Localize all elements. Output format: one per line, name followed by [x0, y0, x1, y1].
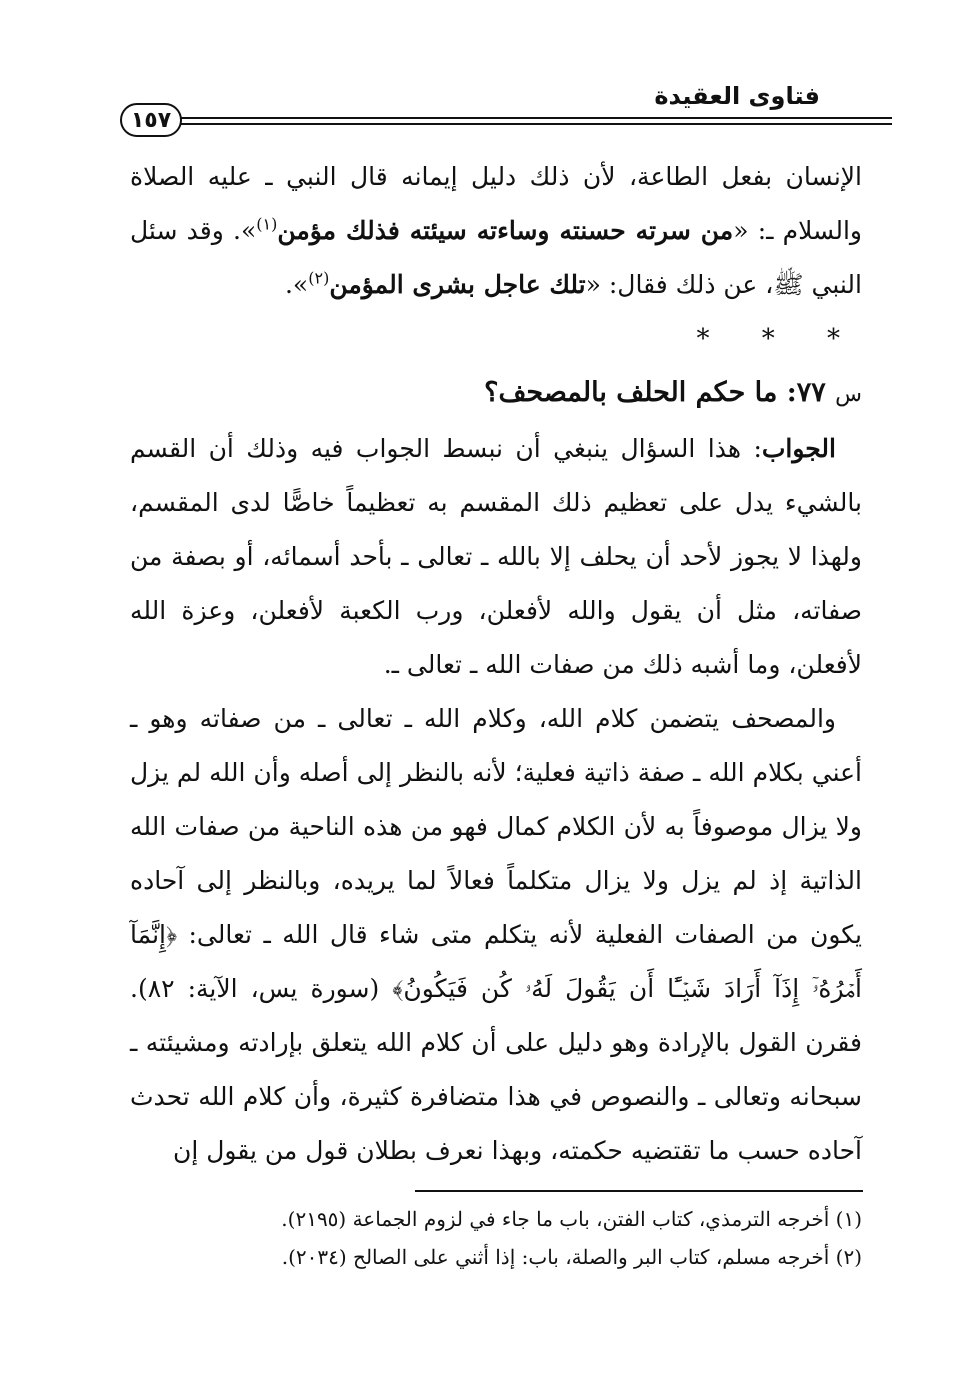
paragraph-intro: الإنسان بفعل الطاعة، لأن ذلك دليل إيمانه قال النبي ـ عليه الصلاة والسلام ـ: «: [130, 162, 862, 245]
footnote-separator: [415, 1190, 863, 1192]
page-number: ١٥٧: [120, 103, 182, 137]
paragraph-hadith: [130, 150, 862, 312]
answer-text: : هذا السؤال ينبغي أن نبسط الجواب فيه وذلك أن القسم بالشيء يدل على تعظيم ذلك المقسم به تعظيماً خاصًّا لدى المقسم، ولهذا لا يجوز لأحد أن يحلف إلا بالله ـ تعالى ـ بأحد أسمائه، أو بصفة من صفاته، مثل أن يقول والله لأفعلن، ورب الكعبة لأفعلن، وعزة الله لأفعلن، وما أشبه ذلك من صفات الله ـ تعالى ـ.: [130, 434, 863, 679]
header-rule-double: [175, 123, 892, 125]
footnote-ref-2: (٢): [308, 268, 330, 288]
hadith-quote-2: تلك عاجل بشرى المؤمن: [329, 270, 586, 299]
footnote-2: (٢) أخرجه مسلم، كتاب البر والصلة، باب: إذا أثني على الصالح (٢٠٣٤).: [281, 1245, 862, 1269]
verse-citation: (سورة يس، الآية: ٨٢).: [130, 974, 393, 1003]
footnotes: [200, 1200, 862, 1276]
question-heading: [130, 366, 862, 422]
answer-paragraph: [130, 422, 862, 692]
paragraph-mushaf: [130, 692, 862, 1178]
hadith-quote-1: من سرته حسنته وساءته سيئته فذلك مؤمن: [277, 216, 734, 245]
paragraph-text-before: والمصحف يتضمن كلام الله، وكلام الله ـ تعالى ـ من صفاته وهو ـ أعني بكلام الله ـ صفة ذاتية فعلية؛ لأنه بالنظر إلى أصله وأن الله لم يزل ولا يزال موصوفاً به لأن الكلام كمال فهو من هذه الناحية من صفات الله الذاتية إذ لم يزل ولا يزال متكلماً فعالاً لما يريده، وبالنظر إلى آحاده يكون من الصفات الفعلية لأنه يتكلم متى شاء قال الله ـ تعالى:: [130, 704, 862, 949]
question-number: ٧٧:: [786, 377, 826, 408]
footnote-1: (١) أخرجه الترمذي، كتاب الفتن، باب ما جاء في لزوم الجماعة (٢١٩٥).: [281, 1207, 862, 1231]
main-text: [130, 150, 862, 1178]
paragraph-text-after: فقرن القول بالإرادة وهو دليل على أن كلام الله يتعلق بإرادته ومشيئته ـ سبحانه وتعالى ـ والنصوص في هذا متضافرة كثيرة، وأن كلام الله تحدث آحاده حسب ما تقتضيه حكمته، وبهذا نعرف بطلان قول من يقول إن: [130, 1028, 862, 1165]
paragraph-end: ».: [284, 270, 309, 299]
footnote-ref-1: (١): [256, 214, 278, 234]
section-separator: * * *: [696, 324, 862, 354]
question-text: ما حكم الحلف بالمصحف؟: [484, 377, 778, 408]
question-marker: س: [835, 382, 862, 407]
answer-label: الجواب: [761, 434, 836, 463]
quran-verse: ﴿إِنَّمَآ أَمۡرُهُۥٓ إِذَآ أَرَادَ شَيۡـًٔا أَن يَقُولَ لَهُۥ كُن فَيَكُونُ﴾: [130, 920, 862, 1003]
header-title: فتاوى العقيدة: [654, 82, 820, 110]
header-rule: [175, 117, 892, 119]
paragraph-mid: ». وقد سئل النبي ﷺ، عن ذلك فقال: «: [130, 216, 862, 299]
